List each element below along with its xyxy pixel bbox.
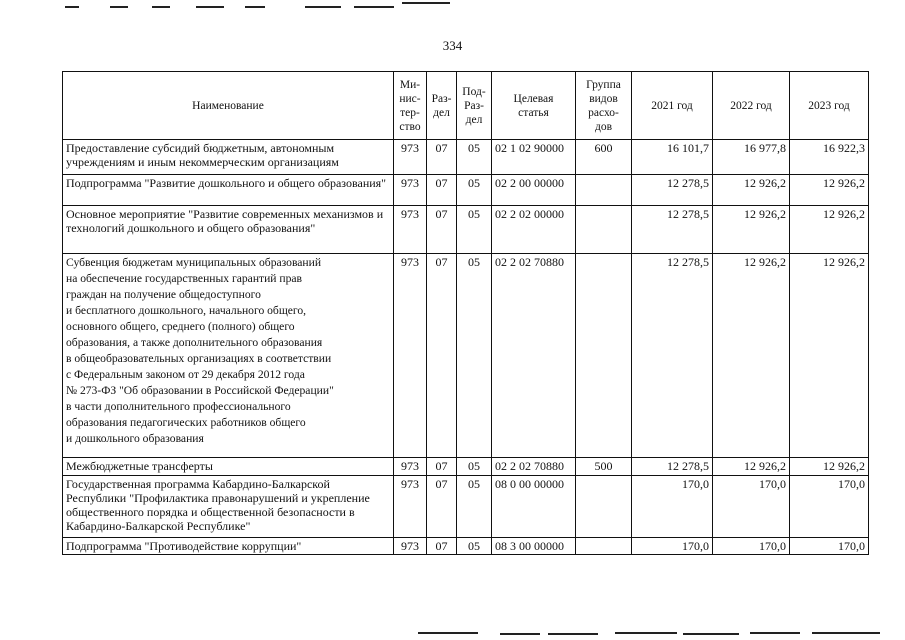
row-2022: 12 926,2 [713,206,790,254]
row-expense-group [576,254,632,458]
row-subsection: 05 [457,206,492,254]
row-name: Предоставление субсидий бюджетным, автономным учреждениям и иным некоммерческим организациям [63,140,394,175]
row-expense-group [576,476,632,538]
row-2022: 12 926,2 [713,458,790,476]
col-header-subsection: Под- Раз- дел [457,72,492,140]
scan-artifact-line [245,6,265,8]
row-subsection: 05 [457,458,492,476]
scan-artifact-line [65,6,79,8]
row-subsection: 05 [457,538,492,555]
scan-artifact-line [402,2,450,4]
col-header-name: Наименование [63,72,394,140]
row-name: Подпрограмма "Противодействие коррупции" [63,538,394,555]
row-target-article: 08 0 00 00000 [492,476,576,538]
row-expense-group [576,538,632,555]
row-ministry: 973 [394,476,427,538]
row-subsection: 05 [457,254,492,458]
row-section: 07 [427,140,457,175]
row-name: Подпрограмма "Развитие дошкольного и общего образования" [63,175,394,206]
col-header-expense-group: Группа видов расхо- дов [576,72,632,140]
row-2021: 12 278,5 [632,458,713,476]
row-subsection: 05 [457,476,492,538]
col-header-target-article: Целевая статья [492,72,576,140]
row-2022: 12 926,2 [713,175,790,206]
table-row [63,175,869,206]
col-header-section: Раз- дел [427,72,457,140]
col-header-ministry: Ми- нис- тер- ство [394,72,427,140]
scan-artifact-line [354,6,394,8]
scan-artifact-line [305,6,341,8]
row-name: Межбюджетные трансферты [63,458,394,476]
row-name: Основное мероприятие "Развитие современных механизмов и технологий дошкольного и общего образования" [63,206,394,254]
row-ministry: 973 [394,458,427,476]
page-number: 334 [442,38,463,53]
row-2021: 170,0 [632,538,713,555]
scan-artifact-line [418,632,478,634]
row-ministry: 973 [394,206,427,254]
row-expense-group [576,206,632,254]
row-section: 07 [427,254,457,458]
row-2021: 12 278,5 [632,254,713,458]
row-expense-group: 500 [576,458,632,476]
row-target-article: 08 3 00 00000 [492,538,576,555]
row-ministry: 973 [394,254,427,458]
row-section: 07 [427,538,457,555]
row-name: Субвенция бюджетам муниципальных образований на обеспечение государственных гарантий прав граждан на получение общедоступного и бесплатного дошкольного, начального общего, основного общего, среднего (полного) общего образования, а также дополнительного образования в общеобразовательных организациях в соответствии с Федеральным законом от 29 декабря 2012 года № 273-ФЗ "Об образовании в Российской Федерации" в части дополнительного профессионального образования педагогических работников общего и дошкольного образования [63,254,394,458]
row-target-article: 02 2 02 00000 [492,206,576,254]
row-subsection: 05 [457,175,492,206]
row-2022: 170,0 [713,538,790,555]
table-row [63,206,869,254]
row-name: Государственная программа Кабардино-Балкарской Республики "Профилактика правонарушений и укрепление общественного порядка и общественной безопасности в Кабардино-Балкарской Республике" [63,476,394,538]
row-expense-group: 600 [576,140,632,175]
budget-table [62,71,869,555]
row-2023: 170,0 [790,538,869,555]
row-target-article: 02 1 02 90000 [492,140,576,175]
row-2023: 170,0 [790,476,869,538]
row-2021: 12 278,5 [632,206,713,254]
row-2023: 12 926,2 [790,458,869,476]
scan-artifact-line [548,633,598,635]
scan-artifact-line [812,632,880,634]
row-ministry: 973 [394,175,427,206]
table-row [63,254,869,458]
row-target-article: 02 2 02 70880 [492,254,576,458]
table-row [63,538,869,555]
row-2021: 170,0 [632,476,713,538]
row-2023: 12 926,2 [790,175,869,206]
row-2021: 16 101,7 [632,140,713,175]
row-section: 07 [427,458,457,476]
col-header-2023: 2023 год [790,72,869,140]
col-header-2022: 2022 год [713,72,790,140]
row-expense-group [576,175,632,206]
table-header-row [63,72,869,140]
scan-artifact-line [196,6,224,8]
row-section: 07 [427,206,457,254]
scan-artifact-line [500,633,540,635]
row-2023: 12 926,2 [790,254,869,458]
row-2023: 16 922,3 [790,140,869,175]
row-2023: 12 926,2 [790,206,869,254]
row-2022: 170,0 [713,476,790,538]
scan-artifact-line [615,632,677,634]
row-ministry: 973 [394,538,427,555]
row-2021: 12 278,5 [632,175,713,206]
scan-artifact-line [152,6,170,8]
row-target-article: 02 2 02 70880 [492,458,576,476]
table-row [63,140,869,175]
row-section: 07 [427,476,457,538]
row-2022: 12 926,2 [713,254,790,458]
scan-artifact-line [110,6,128,8]
scan-artifact-line [750,632,800,634]
row-ministry: 973 [394,140,427,175]
row-subsection: 05 [457,140,492,175]
row-section: 07 [427,175,457,206]
col-header-2021: 2021 год [632,72,713,140]
table-row [63,476,869,538]
scan-artifact-line [683,633,739,635]
row-2022: 16 977,8 [713,140,790,175]
table-row [63,458,869,476]
row-target-article: 02 2 00 00000 [492,175,576,206]
